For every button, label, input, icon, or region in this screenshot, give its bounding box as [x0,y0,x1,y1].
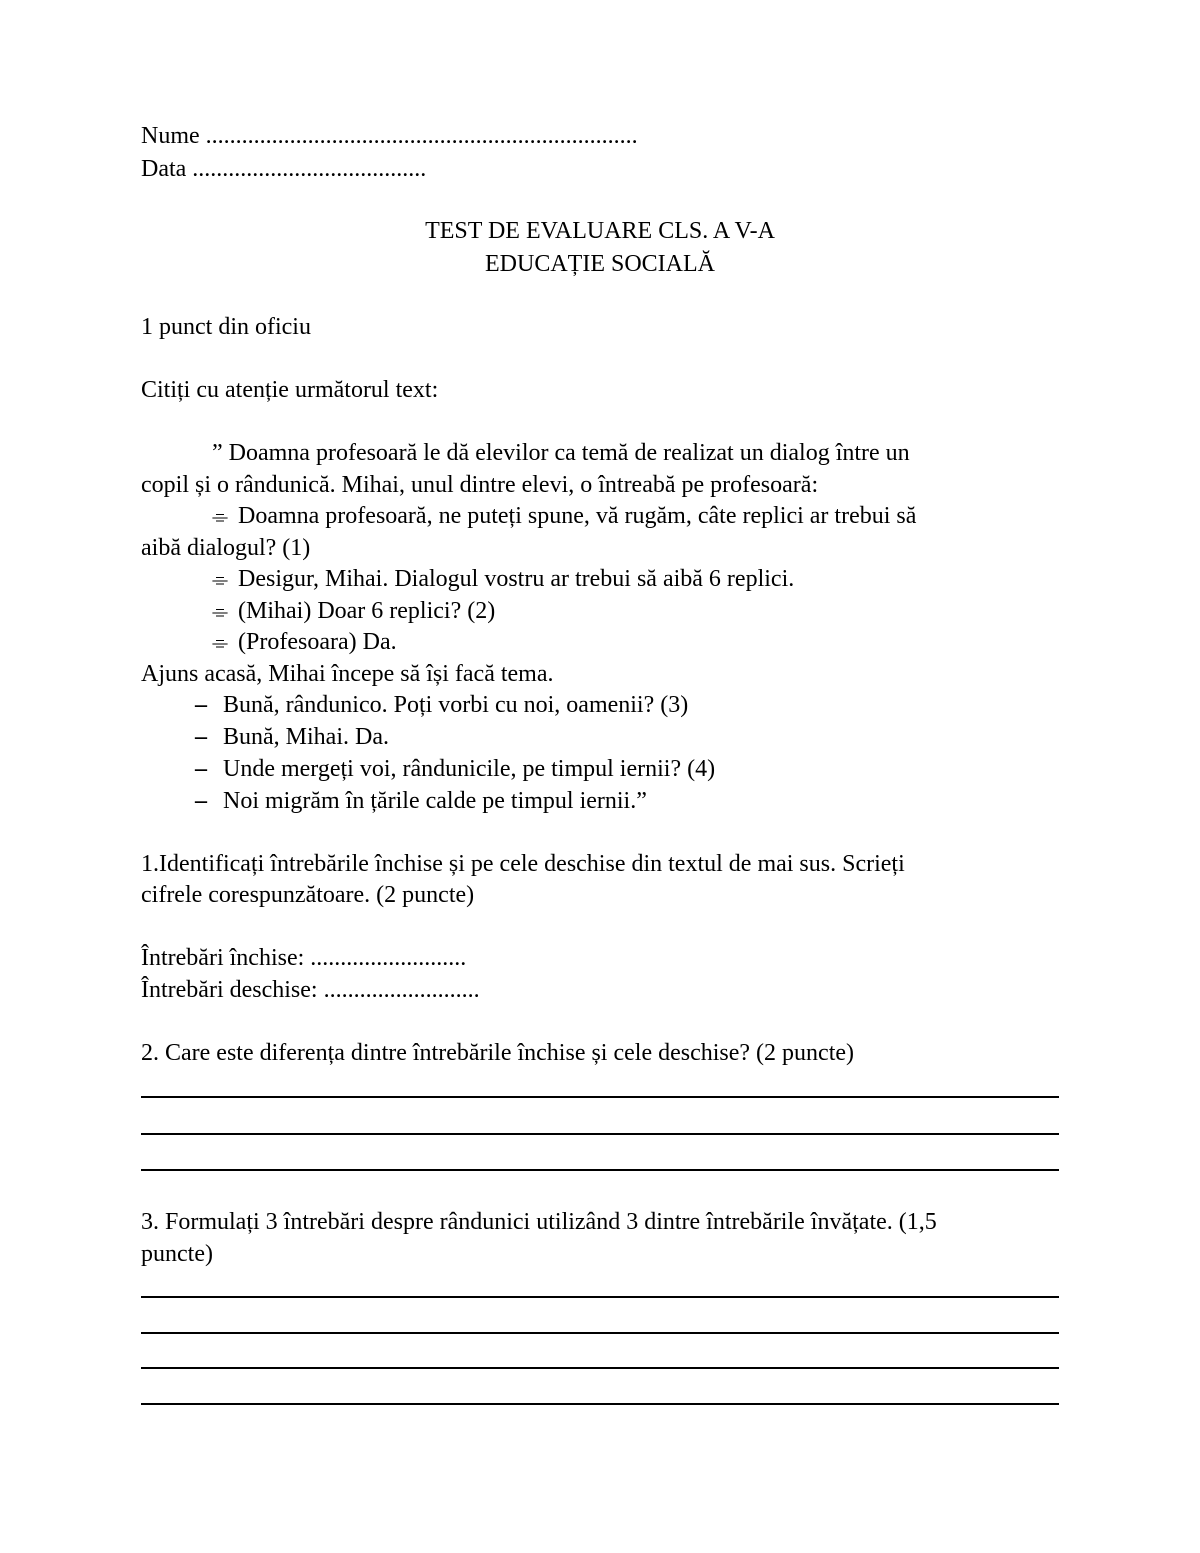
question-1-text: cifrele corespunzătoare. (2 puncte) [141,882,475,908]
answer-line[interactable] [141,1133,1059,1135]
open-questions-answer-line: Întrebări deschise: .......................... [141,977,480,1003]
subject-title: EDUCAȚIE SOCIALĂ [485,251,715,277]
dialog-text: Bună, rândunico. Poți vorbi cu noi, oamenii? (3) [223,692,689,718]
dialog-bullet-icon: ⌯ [212,630,228,654]
name-field-line: Nume ........................................................................ [141,123,638,149]
dialog-text: (Mihai) Doar 6 replici? (2) [238,598,496,624]
test-title: TEST DE EVALUARE CLS. A V-A [425,218,775,244]
dialog-text: Doamna profesoară, ne puteți spune, vă rugăm, câte replici ar trebui să [238,503,917,529]
dialog-text: (Profesoara) Da. [238,629,397,655]
answer-line[interactable] [141,1367,1059,1369]
question-3-text: puncte) [141,1241,213,1267]
closed-questions-answer-line: Întrebări închise: .......................... [141,945,467,971]
dash-dialog-line [195,753,715,785]
dash-dialog-line [195,689,688,721]
passage-intro-line: ” Doamna profesoară le dă elevilor ca temă de realizat un dialog între un [212,440,910,466]
reading-instruction: Citiți cu atenție următorul text: [141,377,439,403]
dash-dialog-line [195,721,389,753]
dash-icon: – [195,724,207,750]
dialog-line [212,595,495,627]
dash-icon: – [195,756,207,782]
question-1-text: 1.Identificați întrebările închise și pe cele deschise din textul de mai sus. Scrieți [141,851,905,877]
question-2-text: 2. Care este diferența dintre întrebările închise și cele deschise? (2 puncte) [141,1040,855,1066]
answer-line[interactable] [141,1403,1059,1405]
dialog-text: Desigur, Mihai. Dialogul vostru ar trebui să aibă 6 replici. [238,566,795,592]
answer-line[interactable] [141,1296,1059,1298]
dialog-bullet-icon: ⌯ [212,599,228,623]
oficiu-note: 1 punct din oficiu [141,314,311,340]
dialog-bullet-icon: ⌯ [212,504,228,528]
passage-intro-line: copil și o rândunică. Mihai, unul dintre elevi, o întreabă pe profesoară: [141,472,819,498]
dialog-line-continuation: aibă dialogul? (1) [141,535,311,561]
dialog-line [212,563,794,595]
dialog-text: Unde mergeți voi, rândunicile, pe timpul iernii? (4) [223,756,716,782]
date-field-line: Data ....................................... [141,156,427,182]
dash-icon: – [195,692,207,718]
dialog-text: Bună, Mihai. Da. [223,724,389,750]
dash-icon: – [195,788,207,814]
dialog-bullet-icon: ⌯ [212,567,228,591]
passage-narration-line: Ajuns acasă, Mihai începe să își facă tema. [141,661,554,687]
dialog-line [212,500,916,532]
answer-line[interactable] [141,1096,1059,1098]
dialog-text: Noi migrăm în țările calde pe timpul iernii.” [223,788,647,814]
dialog-line [212,626,397,658]
question-3-text: 3. Formulați 3 întrebări despre rândunici utilizând 3 dintre întrebările învățate. (1,5 [141,1209,937,1235]
dash-dialog-line [195,785,647,817]
answer-line[interactable] [141,1169,1059,1171]
answer-line[interactable] [141,1332,1059,1334]
